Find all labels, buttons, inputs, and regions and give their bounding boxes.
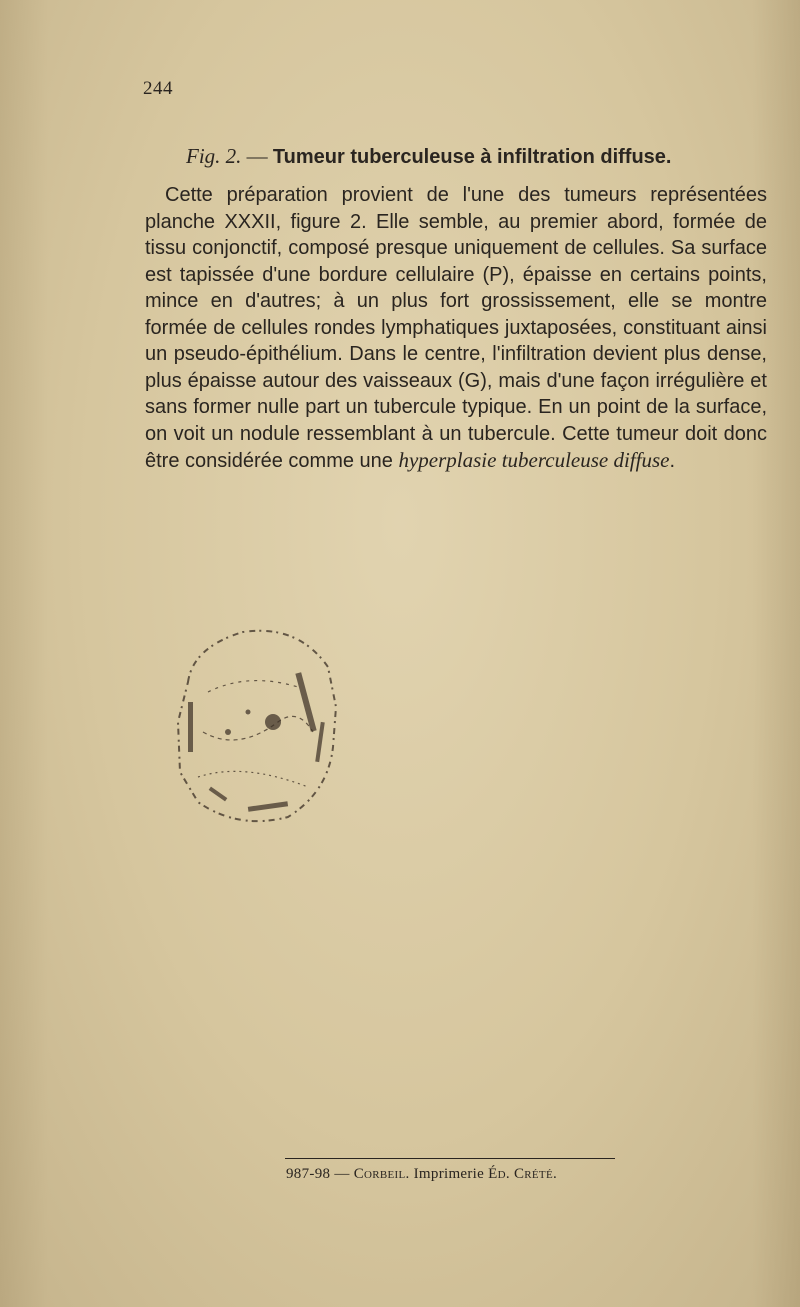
footer-printer: Imprimerie — [409, 1166, 489, 1182]
library-stamp-icon — [168, 612, 348, 832]
footer-dash: — — [330, 1166, 354, 1182]
figure-caption — [186, 144, 672, 169]
footer-code: 987-98 — [286, 1166, 331, 1182]
paragraph-emphasis: hyperplasie tuberculeuse diffuse — [398, 448, 670, 472]
body-paragraph — [145, 182, 767, 475]
figure-title: Tumeur tuberculeuse à infiltration diffuse. — [272, 146, 672, 168]
footer-rule — [285, 1158, 615, 1159]
printer-footer — [286, 1166, 557, 1183]
figure-dash: — — [241, 144, 273, 168]
footer-city: Corbeil. — [353, 1166, 410, 1182]
page-number: 244 — [143, 78, 173, 99]
figure-number: Fig. 2. — [186, 144, 242, 168]
paragraph-end: . — [669, 450, 676, 472]
paragraph-text: Cette préparation provient de l'une des tumeurs représentées planche XXXII, figure 2. Elle semble, au premier abord, formée de tissu conjonctif, composé presque uniquement de cellules. Sa surface est tapissée d'une bordure cellulaire (P), épaisse en certains points, mince en d'autres; à un plus fort grossissement, elle se montre formée de cellules rondes lymphatiques juxtaposées, constituant ainsi un pseudo-épithélium. Dans le centre, l'infiltration devient plus dense, plus épaisse autour des vaisseaux (G), mais d'une façon irrégulière et sans former nulle part un tubercule typique. En un point de la surface, on voit un nodule ressemblant à un tubercule. Cette tumeur doit donc être considérée comme une — [145, 184, 767, 472]
footer-name: Éd. Crété. — [488, 1166, 558, 1182]
